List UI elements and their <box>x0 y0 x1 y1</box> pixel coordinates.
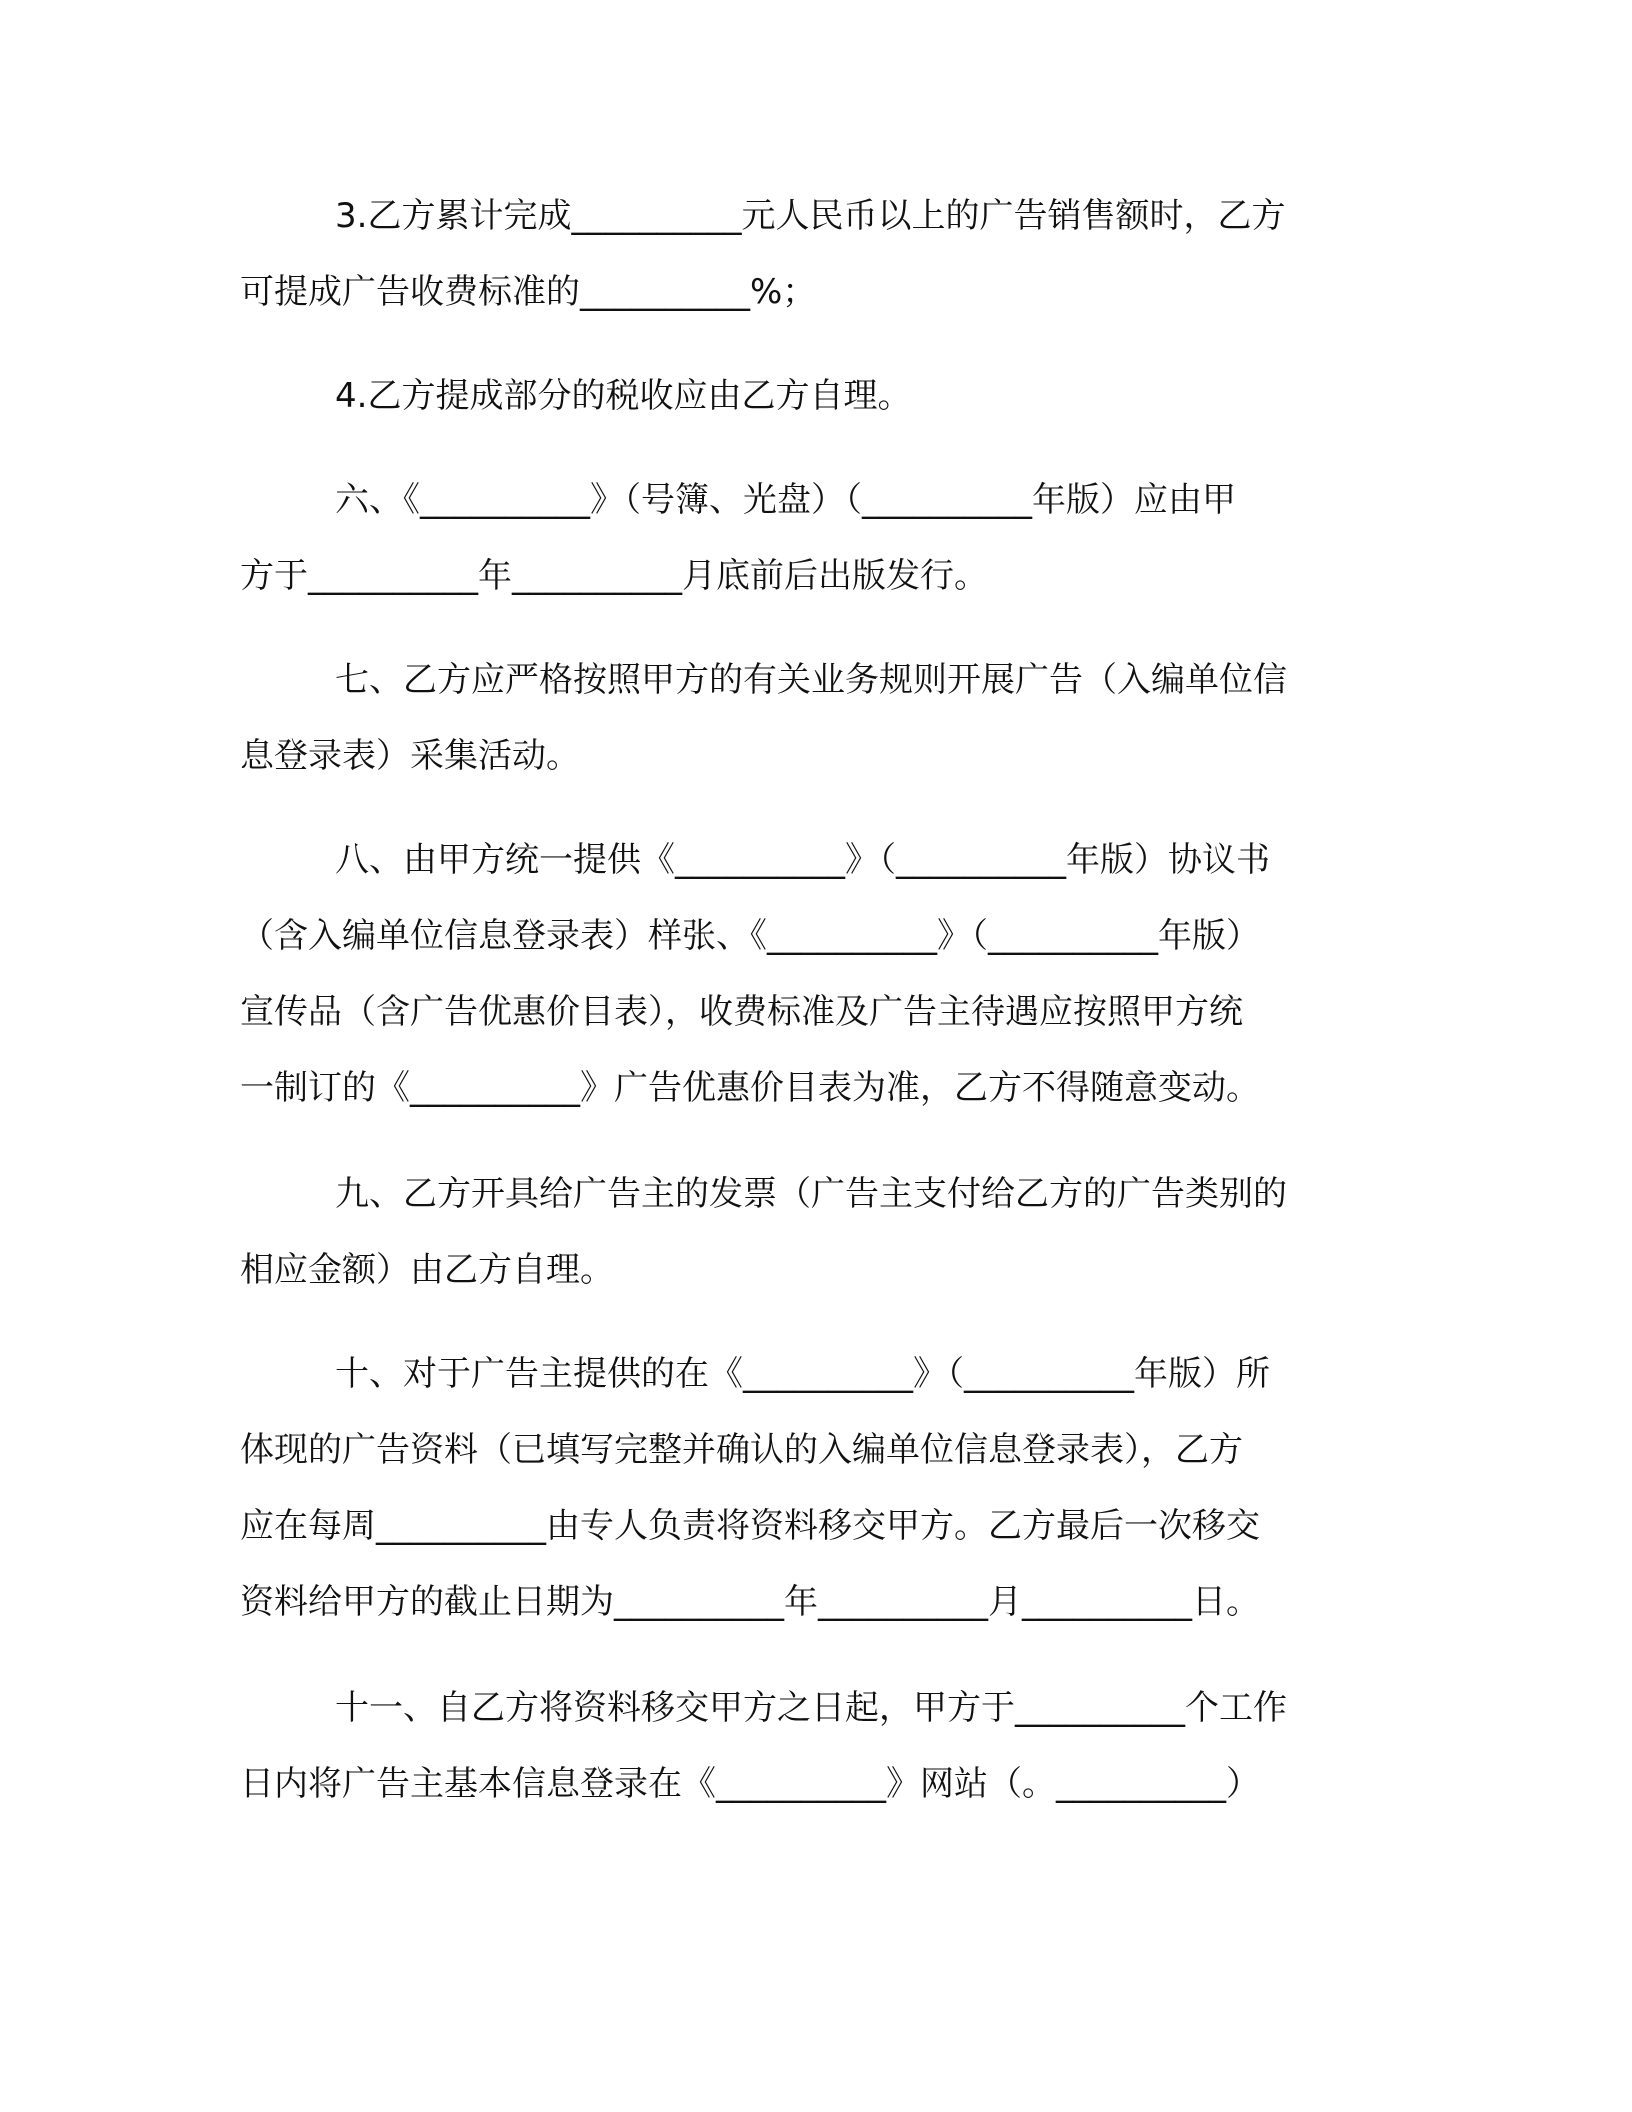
clause-4 <box>240 358 1380 434</box>
clause-7-line-2: 息登录表）采集活动。 <box>240 736 580 776</box>
clause-10-line-1: 十、对于广告主提供的在《__________》（__________年版）所 <box>335 1354 1270 1394</box>
clause-4-line-1: 4.乙方提成部分的税收应由乙方自理。 <box>335 376 912 416</box>
clause-8-line-4: 一制订的《__________》广告优惠价目表为准，乙方不得随意变动。 <box>240 1068 1260 1108</box>
clause-7 <box>240 642 1380 794</box>
clause-11 <box>240 1670 1380 1822</box>
clause-8-line-3: 宣传品（含广告优惠价目表），收费标准及广告主待遇应按照甲方统 <box>240 992 1243 1032</box>
clause-11-line-2: 日内将广告主基本信息登录在《__________》网站（。__________） <box>240 1764 1260 1804</box>
clause-6 <box>240 462 1380 614</box>
clause-3-line-1: 3.乙方累计完成__________元人民币以上的广告销售额时，乙方 <box>335 196 1286 236</box>
clause-10-line-2: 体现的广告资料（已填写完整并确认的入编单位信息登录表），乙方 <box>240 1430 1243 1470</box>
clause-7-line-1: 七、乙方应严格按照甲方的有关业务规则开展广告（入编单位信 <box>335 660 1287 700</box>
clause-6-line-2: 方于__________年__________月底前后出版发行。 <box>240 556 988 596</box>
clause-9 <box>240 1156 1380 1308</box>
clause-10 <box>240 1336 1380 1640</box>
clause-9-line-2: 相应金额）由乙方自理。 <box>240 1250 614 1290</box>
clause-3-line-2: 可提成广告收费标准的__________%； <box>240 272 817 312</box>
clause-8-line-1: 八、由甲方统一提供《__________》（__________年版）协议书 <box>335 840 1270 880</box>
clause-10-line-4: 资料给甲方的截止日期为__________年__________月__________日。 <box>240 1582 1260 1622</box>
clause-6-line-1: 六、《__________》（号簿、光盘）（__________年版）应由甲 <box>335 480 1236 520</box>
clause-11-line-1: 十一、自乙方将资料移交甲方之日起，甲方于__________个工作 <box>335 1688 1287 1728</box>
clause-9-line-1: 九、乙方开具给广告主的发票（广告主支付给乙方的广告类别的 <box>335 1174 1287 1214</box>
clause-10-line-3: 应在每周__________由专人负责将资料移交甲方。乙方最后一次移交 <box>240 1506 1260 1546</box>
clause-8 <box>240 822 1380 1126</box>
clause-8-line-2: （含入编单位信息登录表）样张、《__________》（__________年版） <box>240 916 1260 956</box>
clause-3 <box>240 178 1380 330</box>
